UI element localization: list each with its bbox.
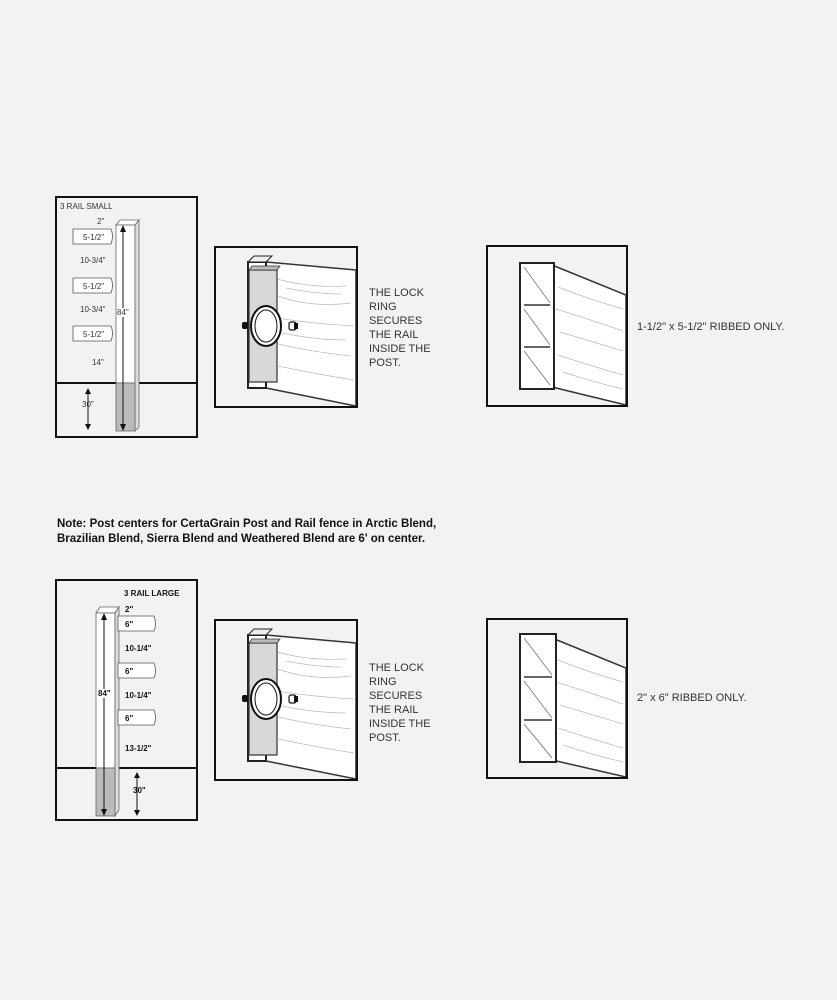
large-dim-6: 13-1/2"	[125, 744, 152, 753]
rail-side	[552, 638, 626, 777]
depth-arrow-top	[85, 388, 91, 394]
small-dim-6: 14"	[92, 358, 104, 367]
rail-profile-drawing-bottom	[488, 620, 626, 777]
lock-pin-left	[242, 695, 248, 702]
large-title: 3 RAIL LARGE	[124, 589, 180, 598]
small-dim-1: 5-1/2"	[83, 233, 105, 242]
lock-ring-text-top: THE LOCK RING SECURES THE RAIL INSIDE THE POST.	[369, 287, 431, 369]
large-rail-drawing	[57, 581, 196, 819]
rail-end-top	[249, 639, 280, 643]
small-dim-2: 10-3/4"	[80, 256, 106, 265]
small-rail-diagram	[55, 196, 198, 438]
rail-end-top	[249, 266, 280, 270]
rail-side	[552, 265, 626, 405]
rail-3	[118, 710, 156, 725]
rail-2	[118, 663, 156, 678]
lock-ring-drawing-bottom	[216, 621, 356, 779]
lock-ring-text-bottom: THE LOCK RING SECURES THE RAIL INSIDE THE POST.	[369, 662, 431, 744]
post-centers-note: Note: Post centers for CertaGrain Post and Rail fence in Arctic Blend, Brazilian Blend, Sierra Blend and Weathered Blend are 6' on center.	[57, 518, 437, 545]
large-dim-4: 10-1/4"	[125, 691, 152, 700]
depth-arrow-bottom	[85, 424, 91, 430]
lock-ring-drawing-top	[216, 248, 356, 406]
small-depth: 30"	[82, 400, 94, 409]
large-dim-5: 6"	[125, 714, 134, 723]
depth-arrow-bottom	[134, 810, 140, 816]
large-dim-0: 2"	[125, 605, 134, 614]
small-dim-3: 5-1/2"	[83, 282, 105, 291]
large-dim-1: 6"	[125, 620, 134, 629]
small-dim-4: 10-3/4"	[80, 305, 106, 314]
lock-pin-tip	[294, 696, 298, 702]
post-below-ground	[96, 768, 115, 816]
lock-ring-detail-top	[214, 246, 358, 408]
small-dim-5: 5-1/2"	[83, 330, 105, 339]
post-below-ground	[116, 383, 135, 431]
rail-profile-top	[486, 245, 628, 407]
lock-pin-left	[242, 322, 248, 329]
rail-1	[118, 616, 156, 631]
small-rail-drawing	[57, 198, 196, 436]
rail-spec-large: 2" x 6" RIBBED ONLY.	[637, 692, 747, 704]
large-dim-2: 10-1/4"	[125, 644, 152, 653]
post-side	[135, 220, 139, 431]
depth-arrow-top	[134, 772, 140, 778]
rail-profile-bottom	[486, 618, 628, 779]
small-dim-0: 2"	[97, 217, 105, 226]
post-top-edge	[248, 629, 272, 635]
lock-ring-detail-bottom	[214, 619, 358, 781]
large-height: 84"	[98, 689, 111, 698]
large-depth: 30"	[133, 786, 146, 795]
post-top-edge	[248, 256, 272, 262]
small-title: 3 RAIL SMALL	[60, 202, 113, 211]
lock-pin-tip	[294, 323, 298, 329]
rail-end	[520, 263, 554, 389]
rail-profile-drawing-top	[488, 247, 626, 405]
post-above-ground	[116, 225, 135, 383]
rail-end	[520, 634, 556, 762]
rail-spec-small: 1-1/2" x 5-1/2" RIBBED ONLY.	[637, 321, 785, 333]
large-rail-diagram	[55, 579, 198, 821]
small-height: 84"	[117, 308, 129, 317]
large-dim-3: 6"	[125, 667, 134, 676]
